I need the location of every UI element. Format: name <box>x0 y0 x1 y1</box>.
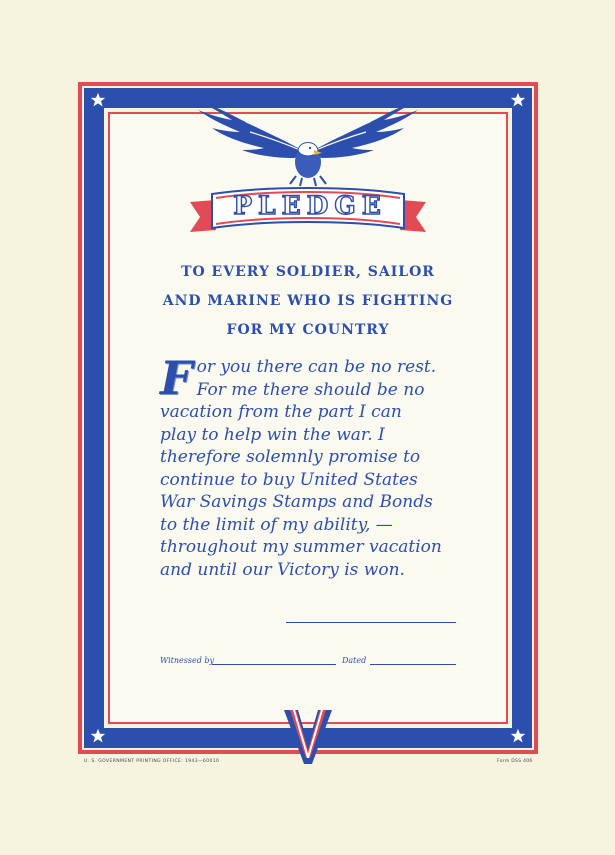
victory-v-emblem <box>282 708 334 766</box>
body-line: play to help win the war. I <box>160 424 385 445</box>
body-line: continue to buy United States <box>160 469 418 490</box>
printer-credit: U. S. GOVERNMENT PRINTING OFFICE: 1943—60010 <box>84 759 220 764</box>
heading-line-1: TO EVERY SOLDIER, SAILOR <box>181 264 435 280</box>
body-line: therefore solemnly promise to <box>160 447 421 467</box>
body-line: to the limit of my ability, — <box>160 514 393 535</box>
witness-row <box>160 656 460 670</box>
body-line: throughout my summer vacation <box>160 537 442 557</box>
date-line[interactable] <box>370 664 456 665</box>
witness-label: Witnessed by <box>160 656 214 665</box>
star-icon <box>90 92 106 108</box>
body-line: and until our Victory is won. <box>160 559 405 580</box>
star-icon <box>90 728 106 744</box>
pledge-body <box>160 351 470 581</box>
body-line: vacation from the part I can <box>160 402 402 422</box>
witness-signature-line[interactable] <box>212 664 336 665</box>
body-line: or you there can be no rest. <box>196 357 437 377</box>
pledge-title: PLEDGE <box>233 191 387 220</box>
body-line: War Savings Stamps and Bonds <box>160 492 433 512</box>
heading-line-2: AND MARINE WHO IS FIGHTING <box>162 293 454 309</box>
dated-label: Dated <box>342 656 367 665</box>
form-number: Form DSS 406 <box>497 759 533 764</box>
drop-cap: F <box>160 351 193 405</box>
star-icon <box>510 728 526 744</box>
star-icon <box>510 92 526 108</box>
heading-line-3: FOR MY COUNTRY <box>226 322 390 338</box>
body-line: For me there should be no <box>196 379 425 400</box>
eagle-emblem <box>190 92 426 188</box>
signature-line[interactable] <box>286 622 456 623</box>
